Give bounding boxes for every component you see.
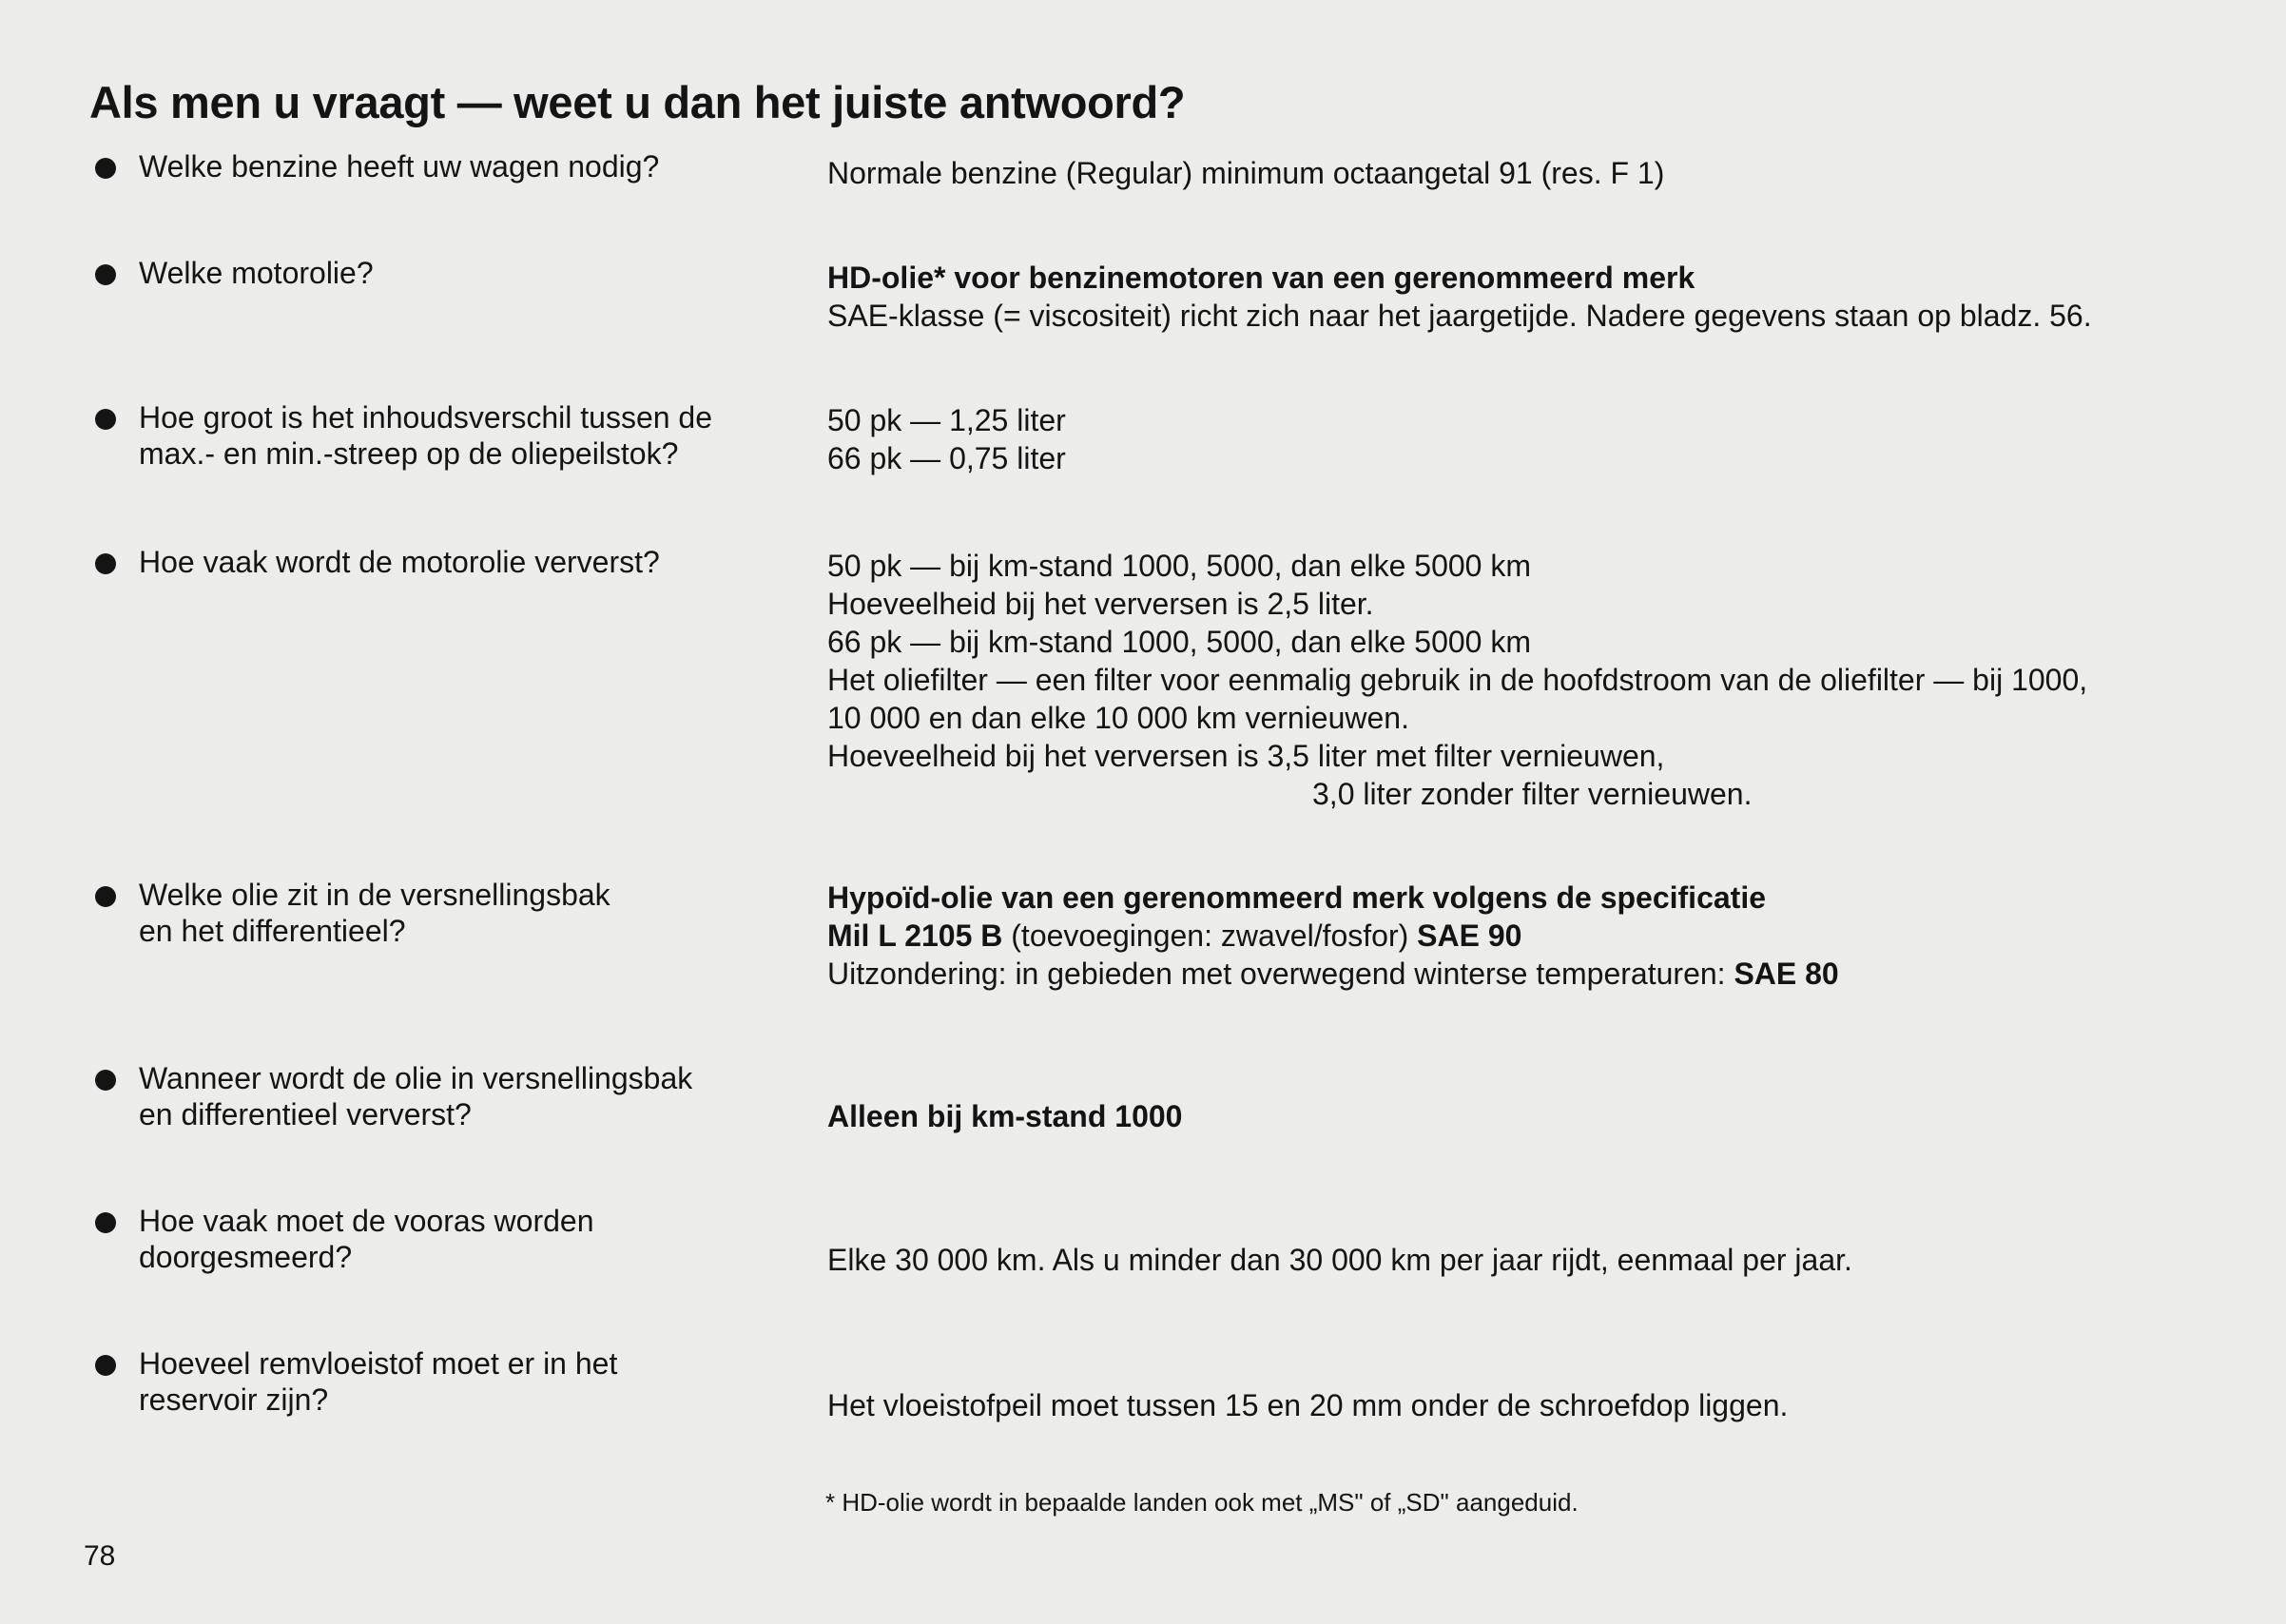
bullet-icon <box>95 264 116 285</box>
answer-line: 3,0 liter zonder filter vernieuwen. <box>1312 777 1753 811</box>
answer-oil-change <box>827 547 2087 813</box>
answer-dipstick <box>827 401 1066 477</box>
bullet-icon <box>95 158 116 179</box>
question-line: Hoe groot is het inhoudsverschil tussen de <box>139 400 713 435</box>
answer-line-bold: Alleen bij km-stand 1000 <box>827 1099 1183 1133</box>
answer-front-axle <box>827 1241 1852 1279</box>
answer-line: Normale benzine (Regular) minimum octaangetal 91 (res. F 1) <box>827 156 1665 190</box>
question-text <box>139 399 712 472</box>
question-text <box>139 148 659 184</box>
bullet-icon <box>95 1355 116 1376</box>
question-line: doorgesmeerd? <box>139 1240 353 1274</box>
bullet-icon <box>95 1070 116 1091</box>
question-line: en het differentieel? <box>139 914 406 948</box>
page-number: 78 <box>84 1540 116 1572</box>
answer-line: 10 000 en dan elke 10 000 km vernieuwen. <box>827 701 1409 735</box>
bullet-icon <box>95 1212 116 1233</box>
answer-line <box>827 955 1839 993</box>
answer-gear-oil <box>827 879 1839 993</box>
question-line: Hoeveel remvloeistof moet er in het <box>139 1346 618 1381</box>
answer-motor-oil <box>827 259 2092 335</box>
answer-line: Hoeveelheid bij het verversen is 2,5 liter. <box>827 587 1374 621</box>
answer-text: (toevoegingen: zwavel/fosfor) <box>1002 918 1418 953</box>
sae-grade: SAE 90 <box>1417 918 1522 953</box>
answer-line: Het vloeistofpeil moet tussen 15 en 20 mm onder de schroefdop liggen. <box>827 1388 1789 1422</box>
answer-line: SAE-klasse (= viscositeit) richt zich naar het jaargetijde. Nadere gegevens staan op bladz. 56. <box>827 299 2092 333</box>
question-text <box>139 877 610 949</box>
answer-line <box>827 917 1839 955</box>
question-line: Wanneer wordt de olie in versnellingsbak <box>139 1061 693 1095</box>
answer-line: Elke 30 000 km. Als u minder dan 30 000 km per jaar rijdt, eenmaal per jaar. <box>827 1243 1852 1277</box>
bullet-icon <box>95 409 116 430</box>
answer-gear-change <box>827 1097 1182 1135</box>
question-line: Welke olie zit in de versnellingsbak <box>139 878 610 912</box>
answer-line: Het oliefilter — een filter voor eenmalig gebruik in de hoofdstroom van de oliefilter — bij 1000, <box>827 663 2088 697</box>
answer-fuel <box>827 154 1664 192</box>
question-line: max.- en min.-streep op de oliepeilstok? <box>139 436 679 471</box>
question-text <box>139 1203 593 1275</box>
answer-line: 66 pk — 0,75 liter <box>827 441 1066 475</box>
answer-line: 50 pk — bij km-stand 1000, 5000, dan elke 5000 km <box>827 549 1531 583</box>
footnote: * HD-olie wordt in bepaalde landen ook met „MS" of „SD" aangeduid. <box>825 1488 1579 1517</box>
question-line: reservoir zijn? <box>139 1382 329 1417</box>
bullet-icon <box>95 553 116 574</box>
question-text <box>139 1345 617 1418</box>
question-line: Welke motorolie? <box>139 256 374 290</box>
question-line: Hoe vaak moet de vooras worden <box>139 1204 594 1238</box>
answer-line-bold: Hypoïd-olie van een gerenommeerd merk volgens de specificatie <box>827 880 1766 915</box>
answer-brake-fluid <box>827 1386 1788 1424</box>
answer-text: Uitzondering: in gebieden met overwegend winterse temperaturen: <box>827 957 1734 991</box>
answer-line: Hoeveelheid bij het verversen is 3,5 liter met filter vernieuwen, <box>827 739 1665 773</box>
question-text <box>139 255 374 291</box>
question-text <box>139 1060 692 1132</box>
bullet-icon <box>95 886 116 907</box>
answer-line-bold: HD-olie* voor benzinemotoren van een gerenommeerd merk <box>827 261 1695 295</box>
answer-line: 66 pk — bij km-stand 1000, 5000, dan elke 5000 km <box>827 625 1531 659</box>
spec-code: Mil L 2105 B <box>827 918 1003 953</box>
page-title: Als men u vraagt — weet u dan het juiste antwoord? <box>89 77 1186 127</box>
sae-grade: SAE 80 <box>1734 957 1839 991</box>
question-line: Hoe vaak wordt de motorolie ververst? <box>139 545 660 579</box>
answer-line: 50 pk — 1,25 liter <box>827 403 1066 437</box>
question-line: en differentieel ververst? <box>139 1097 472 1131</box>
question-text <box>139 544 660 580</box>
question-line: Welke benzine heeft uw wagen nodig? <box>139 149 660 184</box>
